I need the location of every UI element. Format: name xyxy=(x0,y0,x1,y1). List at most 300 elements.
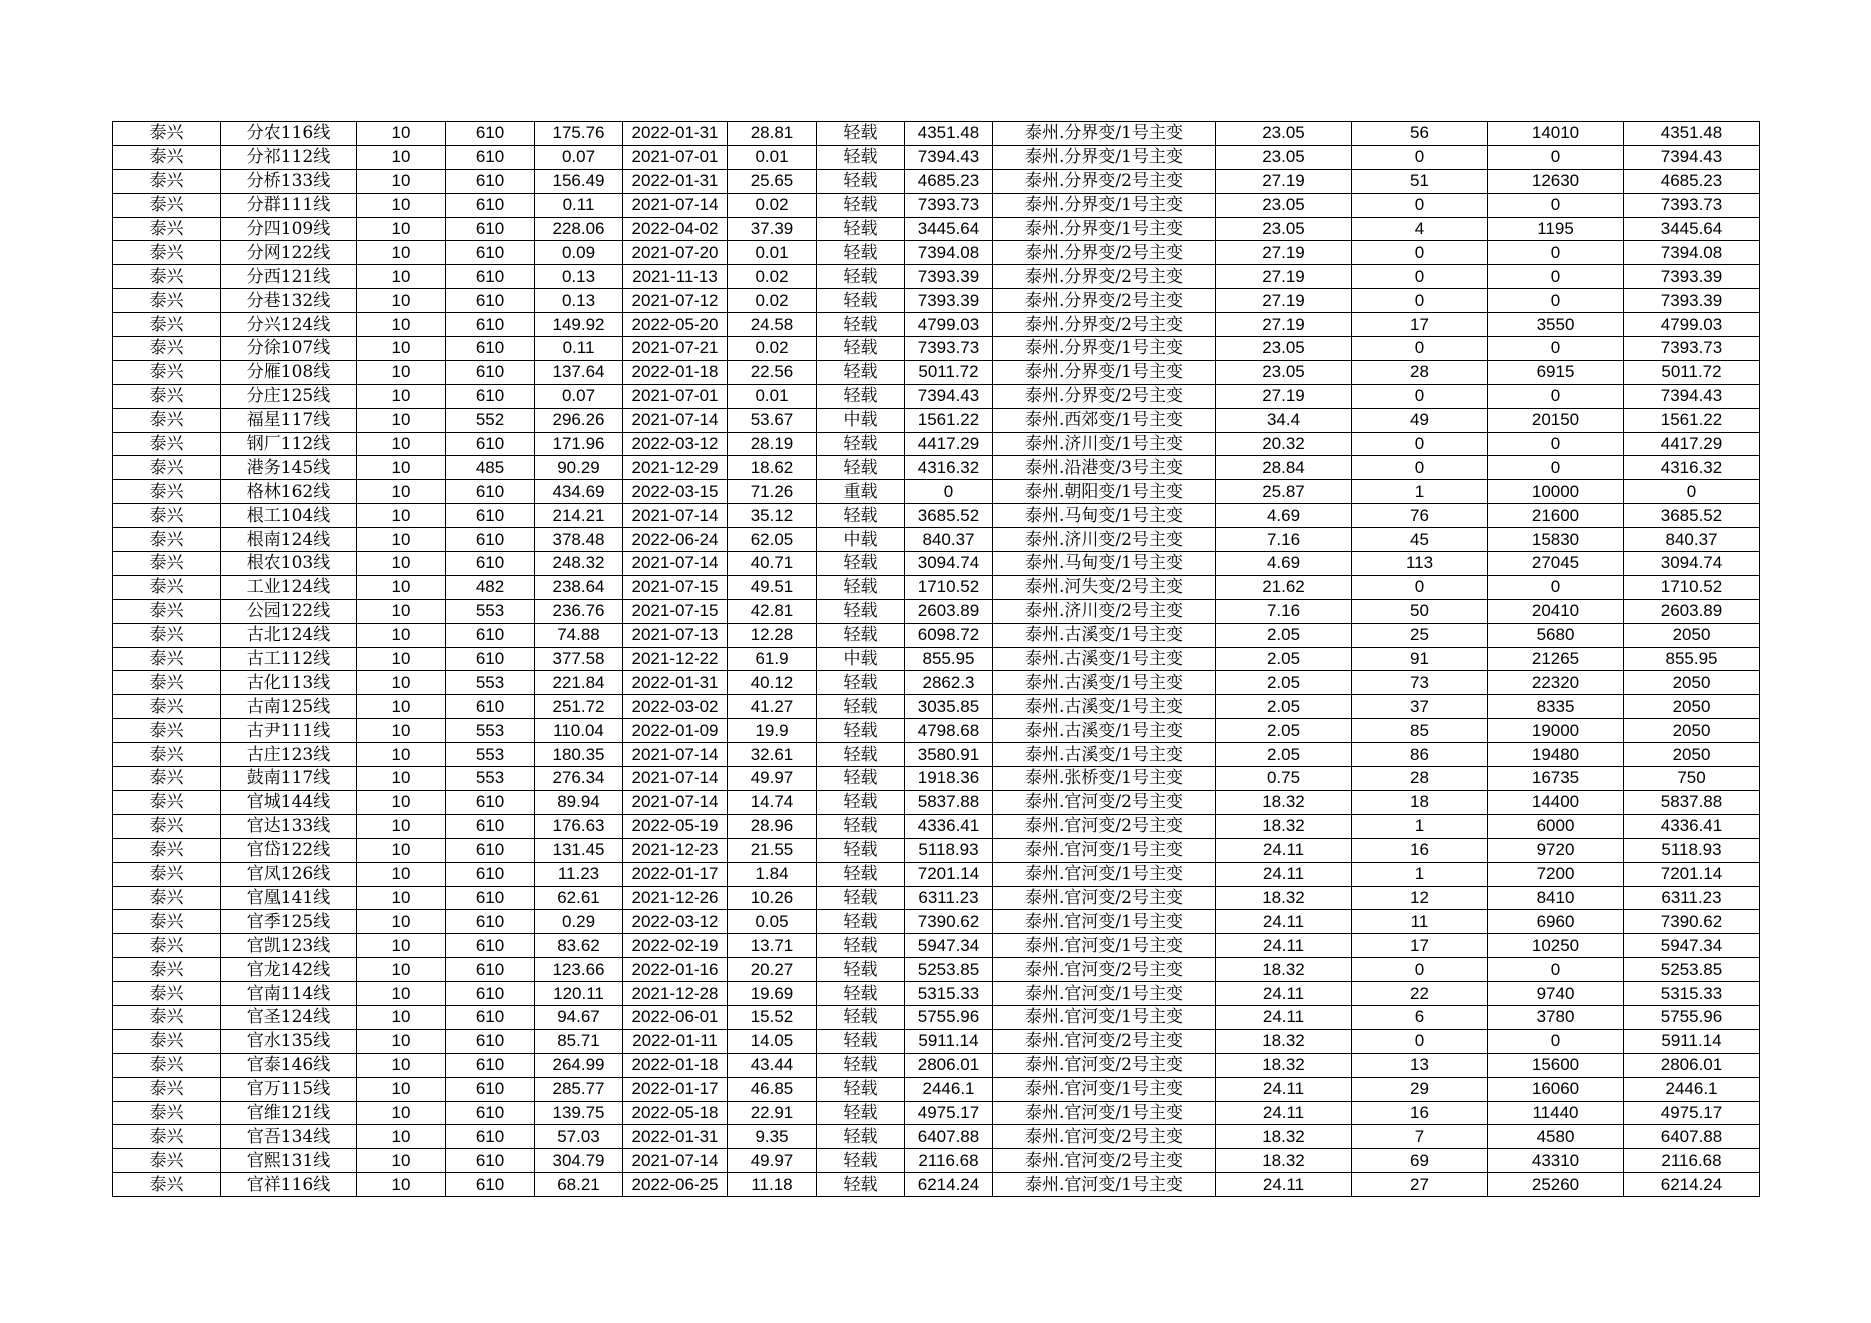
cell-available-capacity: 2806.01 xyxy=(1624,1053,1760,1077)
cell-load-status: 轻载 xyxy=(817,695,905,719)
cell-region: 泰兴 xyxy=(113,958,221,982)
cell-reported-capacity: 27045 xyxy=(1488,552,1624,576)
cell-rated-capacity: 610 xyxy=(446,1125,535,1149)
cell-available-capacity: 3445.64 xyxy=(1624,217,1760,241)
cell-load-status: 轻载 xyxy=(817,1005,905,1029)
cell-max-load-date: 2022-01-31 xyxy=(623,671,728,695)
cell-max-load-date: 2022-02-19 xyxy=(623,934,728,958)
table-row xyxy=(113,145,1760,169)
cell-user-count: 45 xyxy=(1352,528,1488,552)
cell-transformer-capacity: 27.19 xyxy=(1216,241,1352,265)
cell-load-rate: 19.69 xyxy=(728,982,817,1006)
cell-load-status: 轻载 xyxy=(817,982,905,1006)
cell-reported-capacity: 0 xyxy=(1488,265,1624,289)
cell-reported-capacity: 15600 xyxy=(1488,1053,1624,1077)
table-row xyxy=(113,790,1760,814)
cell-remaining-capacity: 5118.93 xyxy=(905,838,993,862)
cell-transformer-capacity: 23.05 xyxy=(1216,360,1352,384)
cell-max-load: 0.07 xyxy=(535,145,623,169)
cell-max-load: 175.76 xyxy=(535,122,623,146)
cell-reported-capacity: 0 xyxy=(1488,289,1624,313)
cell-available-capacity: 7394.08 xyxy=(1624,241,1760,265)
table-row xyxy=(113,599,1760,623)
cell-reported-capacity: 4580 xyxy=(1488,1125,1624,1149)
cell-line-name: 分雁108线 xyxy=(221,360,357,384)
cell-available-capacity: 5911.14 xyxy=(1624,1029,1760,1053)
cell-user-count: 0 xyxy=(1352,265,1488,289)
cell-load-status: 重载 xyxy=(817,480,905,504)
cell-available-capacity: 6407.88 xyxy=(1624,1125,1760,1149)
cell-transformer: 泰州.古溪变/1号主变 xyxy=(993,623,1216,647)
cell-load-rate: 49.97 xyxy=(728,1149,817,1173)
cell-transformer-capacity: 24.11 xyxy=(1216,1101,1352,1125)
cell-load-status: 轻载 xyxy=(817,790,905,814)
cell-load-status: 轻载 xyxy=(817,384,905,408)
cell-load-status: 轻载 xyxy=(817,910,905,934)
cell-rated-capacity: 610 xyxy=(446,1173,535,1197)
cell-voltage: 10 xyxy=(357,289,446,313)
cell-voltage: 10 xyxy=(357,265,446,289)
cell-remaining-capacity: 5837.88 xyxy=(905,790,993,814)
cell-user-count: 25 xyxy=(1352,623,1488,647)
cell-region: 泰兴 xyxy=(113,1029,221,1053)
cell-reported-capacity: 6915 xyxy=(1488,360,1624,384)
cell-line-name: 公园122线 xyxy=(221,599,357,623)
cell-load-rate: 32.61 xyxy=(728,743,817,767)
cell-region: 泰兴 xyxy=(113,360,221,384)
cell-available-capacity: 7393.73 xyxy=(1624,193,1760,217)
cell-available-capacity: 6311.23 xyxy=(1624,886,1760,910)
cell-transformer-capacity: 18.32 xyxy=(1216,1125,1352,1149)
cell-load-rate: 9.35 xyxy=(728,1125,817,1149)
cell-transformer: 泰州.河失变/2号主变 xyxy=(993,575,1216,599)
cell-voltage: 10 xyxy=(357,934,446,958)
cell-available-capacity: 7201.14 xyxy=(1624,862,1760,886)
cell-transformer-capacity: 23.05 xyxy=(1216,122,1352,146)
cell-max-load-date: 2021-12-23 xyxy=(623,838,728,862)
cell-reported-capacity: 0 xyxy=(1488,145,1624,169)
table-row xyxy=(113,504,1760,528)
cell-reported-capacity: 22320 xyxy=(1488,671,1624,695)
cell-max-load: 0.13 xyxy=(535,265,623,289)
cell-region: 泰兴 xyxy=(113,1173,221,1197)
cell-max-load: 123.66 xyxy=(535,958,623,982)
cell-transformer-capacity: 18.32 xyxy=(1216,1053,1352,1077)
cell-voltage: 10 xyxy=(357,1101,446,1125)
cell-transformer: 泰州.济川变/2号主变 xyxy=(993,528,1216,552)
cell-rated-capacity: 610 xyxy=(446,647,535,671)
cell-user-count: 0 xyxy=(1352,289,1488,313)
cell-load-status: 轻载 xyxy=(817,337,905,361)
cell-max-load-date: 2021-07-13 xyxy=(623,623,728,647)
table-row xyxy=(113,1149,1760,1173)
cell-reported-capacity: 21600 xyxy=(1488,504,1624,528)
cell-rated-capacity: 610 xyxy=(446,1077,535,1101)
cell-line-name: 福星117线 xyxy=(221,408,357,432)
cell-max-load-date: 2022-05-20 xyxy=(623,313,728,337)
cell-remaining-capacity: 2862.3 xyxy=(905,671,993,695)
cell-transformer: 泰州.官河变/1号主变 xyxy=(993,1101,1216,1125)
cell-available-capacity: 5315.33 xyxy=(1624,982,1760,1006)
cell-load-status: 轻载 xyxy=(817,886,905,910)
cell-max-load: 285.77 xyxy=(535,1077,623,1101)
cell-user-count: 16 xyxy=(1352,838,1488,862)
cell-line-name: 格林162线 xyxy=(221,480,357,504)
cell-load-status: 轻载 xyxy=(817,814,905,838)
cell-rated-capacity: 610 xyxy=(446,910,535,934)
cell-available-capacity: 4336.41 xyxy=(1624,814,1760,838)
table-row xyxy=(113,432,1760,456)
cell-transformer-capacity: 18.32 xyxy=(1216,1029,1352,1053)
cell-user-count: 4 xyxy=(1352,217,1488,241)
cell-line-name: 分群111线 xyxy=(221,193,357,217)
cell-reported-capacity: 0 xyxy=(1488,241,1624,265)
cell-transformer: 泰州.分界变/1号主变 xyxy=(993,122,1216,146)
cell-transformer-capacity: 4.69 xyxy=(1216,504,1352,528)
cell-load-rate: 22.91 xyxy=(728,1101,817,1125)
cell-remaining-capacity: 4685.23 xyxy=(905,169,993,193)
cell-transformer-capacity: 2.05 xyxy=(1216,623,1352,647)
cell-voltage: 10 xyxy=(357,337,446,361)
cell-remaining-capacity: 6098.72 xyxy=(905,623,993,647)
cell-max-load-date: 2021-07-01 xyxy=(623,384,728,408)
table-row xyxy=(113,552,1760,576)
cell-load-rate: 15.52 xyxy=(728,1005,817,1029)
cell-line-name: 官万115线 xyxy=(221,1077,357,1101)
cell-voltage: 10 xyxy=(357,958,446,982)
table-row xyxy=(113,623,1760,647)
cell-line-name: 古尹111线 xyxy=(221,719,357,743)
cell-max-load: 264.99 xyxy=(535,1053,623,1077)
cell-remaining-capacity: 5315.33 xyxy=(905,982,993,1006)
cell-region: 泰兴 xyxy=(113,814,221,838)
cell-transformer-capacity: 24.11 xyxy=(1216,1005,1352,1029)
cell-remaining-capacity: 0 xyxy=(905,480,993,504)
cell-max-load-date: 2021-12-28 xyxy=(623,982,728,1006)
cell-remaining-capacity: 6214.24 xyxy=(905,1173,993,1197)
cell-user-count: 18 xyxy=(1352,790,1488,814)
cell-region: 泰兴 xyxy=(113,552,221,576)
cell-load-status: 轻载 xyxy=(817,360,905,384)
cell-reported-capacity: 14010 xyxy=(1488,122,1624,146)
cell-user-count: 6 xyxy=(1352,1005,1488,1029)
cell-load-status: 中载 xyxy=(817,408,905,432)
cell-rated-capacity: 610 xyxy=(446,1005,535,1029)
cell-reported-capacity: 16060 xyxy=(1488,1077,1624,1101)
cell-available-capacity: 2050 xyxy=(1624,743,1760,767)
cell-remaining-capacity: 2806.01 xyxy=(905,1053,993,1077)
cell-rated-capacity: 553 xyxy=(446,671,535,695)
cell-available-capacity: 7394.43 xyxy=(1624,145,1760,169)
cell-max-load: 0.29 xyxy=(535,910,623,934)
cell-max-load: 378.48 xyxy=(535,528,623,552)
cell-line-name: 分巷132线 xyxy=(221,289,357,313)
cell-reported-capacity: 0 xyxy=(1488,337,1624,361)
cell-max-load: 236.76 xyxy=(535,599,623,623)
cell-available-capacity: 750 xyxy=(1624,767,1760,791)
cell-transformer: 泰州.沿港变/3号主变 xyxy=(993,456,1216,480)
cell-rated-capacity: 610 xyxy=(446,432,535,456)
cell-line-name: 分庄125线 xyxy=(221,384,357,408)
table-row xyxy=(113,169,1760,193)
cell-remaining-capacity: 2603.89 xyxy=(905,599,993,623)
cell-region: 泰兴 xyxy=(113,623,221,647)
table-row xyxy=(113,480,1760,504)
cell-transformer-capacity: 24.11 xyxy=(1216,1077,1352,1101)
cell-region: 泰兴 xyxy=(113,910,221,934)
cell-transformer-capacity: 27.19 xyxy=(1216,265,1352,289)
cell-reported-capacity: 0 xyxy=(1488,958,1624,982)
cell-transformer: 泰州.官河变/1号主变 xyxy=(993,910,1216,934)
cell-voltage: 10 xyxy=(357,599,446,623)
cell-max-load: 0.13 xyxy=(535,289,623,313)
cell-load-status: 轻载 xyxy=(817,862,905,886)
cell-remaining-capacity: 7201.14 xyxy=(905,862,993,886)
cell-load-status: 轻载 xyxy=(817,958,905,982)
cell-voltage: 10 xyxy=(357,1005,446,1029)
cell-transformer-capacity: 4.69 xyxy=(1216,552,1352,576)
cell-available-capacity: 3094.74 xyxy=(1624,552,1760,576)
cell-load-rate: 14.74 xyxy=(728,790,817,814)
cell-transformer: 泰州.古溪变/1号主变 xyxy=(993,695,1216,719)
cell-transformer-capacity: 20.32 xyxy=(1216,432,1352,456)
cell-remaining-capacity: 1710.52 xyxy=(905,575,993,599)
cell-transformer-capacity: 2.05 xyxy=(1216,671,1352,695)
cell-transformer: 泰州.分界变/1号主变 xyxy=(993,193,1216,217)
cell-voltage: 10 xyxy=(357,528,446,552)
cell-max-load: 238.64 xyxy=(535,575,623,599)
cell-user-count: 0 xyxy=(1352,384,1488,408)
cell-rated-capacity: 553 xyxy=(446,719,535,743)
cell-user-count: 0 xyxy=(1352,337,1488,361)
table-row xyxy=(113,289,1760,313)
cell-region: 泰兴 xyxy=(113,432,221,456)
cell-transformer: 泰州.济川变/1号主变 xyxy=(993,432,1216,456)
cell-max-load: 176.63 xyxy=(535,814,623,838)
cell-user-count: 17 xyxy=(1352,313,1488,337)
cell-transformer-capacity: 23.05 xyxy=(1216,193,1352,217)
cell-user-count: 37 xyxy=(1352,695,1488,719)
cell-reported-capacity: 9740 xyxy=(1488,982,1624,1006)
cell-load-rate: 0.01 xyxy=(728,384,817,408)
cell-reported-capacity: 10250 xyxy=(1488,934,1624,958)
cell-max-load: 171.96 xyxy=(535,432,623,456)
cell-line-name: 官泰146线 xyxy=(221,1053,357,1077)
cell-max-load-date: 2022-01-18 xyxy=(623,360,728,384)
cell-load-status: 轻载 xyxy=(817,193,905,217)
cell-reported-capacity: 11440 xyxy=(1488,1101,1624,1125)
cell-load-status: 轻载 xyxy=(817,1173,905,1197)
cell-max-load: 68.21 xyxy=(535,1173,623,1197)
cell-load-rate: 1.84 xyxy=(728,862,817,886)
cell-rated-capacity: 610 xyxy=(446,145,535,169)
cell-reported-capacity: 9720 xyxy=(1488,838,1624,862)
cell-region: 泰兴 xyxy=(113,193,221,217)
cell-remaining-capacity: 4351.48 xyxy=(905,122,993,146)
cell-rated-capacity: 610 xyxy=(446,695,535,719)
cell-available-capacity: 7390.62 xyxy=(1624,910,1760,934)
cell-available-capacity: 5011.72 xyxy=(1624,360,1760,384)
cell-load-status: 轻载 xyxy=(817,122,905,146)
cell-reported-capacity: 19000 xyxy=(1488,719,1624,743)
cell-line-name: 官南114线 xyxy=(221,982,357,1006)
cell-load-status: 轻载 xyxy=(817,169,905,193)
cell-transformer: 泰州.官河变/2号主变 xyxy=(993,790,1216,814)
cell-load-status: 轻载 xyxy=(817,145,905,169)
cell-remaining-capacity: 7394.43 xyxy=(905,384,993,408)
cell-available-capacity: 7393.39 xyxy=(1624,265,1760,289)
cell-load-rate: 62.05 xyxy=(728,528,817,552)
cell-load-rate: 41.27 xyxy=(728,695,817,719)
cell-rated-capacity: 553 xyxy=(446,767,535,791)
cell-load-rate: 0.05 xyxy=(728,910,817,934)
cell-load-status: 轻载 xyxy=(817,504,905,528)
cell-max-load: 0.11 xyxy=(535,193,623,217)
cell-remaining-capacity: 840.37 xyxy=(905,528,993,552)
cell-reported-capacity: 0 xyxy=(1488,432,1624,456)
cell-available-capacity: 2050 xyxy=(1624,695,1760,719)
cell-region: 泰兴 xyxy=(113,695,221,719)
cell-remaining-capacity: 5253.85 xyxy=(905,958,993,982)
cell-remaining-capacity: 4798.68 xyxy=(905,719,993,743)
cell-transformer-capacity: 23.05 xyxy=(1216,217,1352,241)
cell-load-status: 轻载 xyxy=(817,1125,905,1149)
cell-available-capacity: 1710.52 xyxy=(1624,575,1760,599)
cell-user-count: 29 xyxy=(1352,1077,1488,1101)
cell-available-capacity: 855.95 xyxy=(1624,647,1760,671)
cell-user-count: 113 xyxy=(1352,552,1488,576)
cell-voltage: 10 xyxy=(357,193,446,217)
table-row xyxy=(113,1053,1760,1077)
cell-load-status: 轻载 xyxy=(817,456,905,480)
cell-user-count: 1 xyxy=(1352,480,1488,504)
cell-transformer-capacity: 2.05 xyxy=(1216,719,1352,743)
cell-load-status: 轻载 xyxy=(817,265,905,289)
cell-available-capacity: 2050 xyxy=(1624,671,1760,695)
cell-rated-capacity: 610 xyxy=(446,623,535,647)
cell-rated-capacity: 553 xyxy=(446,743,535,767)
cell-load-status: 轻载 xyxy=(817,599,905,623)
cell-transformer: 泰州.古溪变/1号主变 xyxy=(993,647,1216,671)
cell-voltage: 10 xyxy=(357,862,446,886)
cell-load-status: 轻载 xyxy=(817,743,905,767)
table-row xyxy=(113,1005,1760,1029)
cell-transformer: 泰州.分界变/2号主变 xyxy=(993,265,1216,289)
cell-max-load-date: 2022-01-31 xyxy=(623,122,728,146)
cell-region: 泰兴 xyxy=(113,1005,221,1029)
cell-rated-capacity: 610 xyxy=(446,265,535,289)
cell-region: 泰兴 xyxy=(113,1125,221,1149)
cell-transformer-capacity: 0.75 xyxy=(1216,767,1352,791)
cell-max-load: 156.49 xyxy=(535,169,623,193)
cell-line-name: 官熙131线 xyxy=(221,1149,357,1173)
cell-line-name: 分农116线 xyxy=(221,122,357,146)
cell-user-count: 16 xyxy=(1352,1101,1488,1125)
cell-max-load: 83.62 xyxy=(535,934,623,958)
cell-line-name: 港务145线 xyxy=(221,456,357,480)
cell-max-load-date: 2021-07-14 xyxy=(623,408,728,432)
cell-remaining-capacity: 5011.72 xyxy=(905,360,993,384)
cell-available-capacity: 3685.52 xyxy=(1624,504,1760,528)
cell-line-name: 根农103线 xyxy=(221,552,357,576)
cell-user-count: 85 xyxy=(1352,719,1488,743)
cell-voltage: 10 xyxy=(357,552,446,576)
cell-max-load-date: 2022-06-25 xyxy=(623,1173,728,1197)
cell-max-load-date: 2021-07-14 xyxy=(623,743,728,767)
cell-transformer: 泰州.官河变/2号主变 xyxy=(993,886,1216,910)
cell-transformer: 泰州.朝阳变/1号主变 xyxy=(993,480,1216,504)
cell-voltage: 10 xyxy=(357,217,446,241)
cell-line-name: 根工104线 xyxy=(221,504,357,528)
cell-voltage: 10 xyxy=(357,1029,446,1053)
cell-load-status: 轻载 xyxy=(817,552,905,576)
cell-transformer-capacity: 27.19 xyxy=(1216,384,1352,408)
cell-load-rate: 13.71 xyxy=(728,934,817,958)
table-row xyxy=(113,1029,1760,1053)
cell-rated-capacity: 553 xyxy=(446,599,535,623)
cell-region: 泰兴 xyxy=(113,169,221,193)
cell-load-rate: 71.26 xyxy=(728,480,817,504)
cell-max-load: 0.07 xyxy=(535,384,623,408)
table-row xyxy=(113,265,1760,289)
cell-max-load: 434.69 xyxy=(535,480,623,504)
cell-load-status: 轻载 xyxy=(817,838,905,862)
cell-reported-capacity: 5680 xyxy=(1488,623,1624,647)
cell-max-load-date: 2022-03-12 xyxy=(623,910,728,934)
cell-load-rate: 28.19 xyxy=(728,432,817,456)
cell-load-rate: 20.27 xyxy=(728,958,817,982)
cell-remaining-capacity: 1561.22 xyxy=(905,408,993,432)
cell-transformer: 泰州.官河变/2号主变 xyxy=(993,814,1216,838)
cell-region: 泰兴 xyxy=(113,313,221,337)
cell-transformer: 泰州.古溪变/1号主变 xyxy=(993,719,1216,743)
cell-transformer-capacity: 23.05 xyxy=(1216,145,1352,169)
cell-region: 泰兴 xyxy=(113,145,221,169)
table-row xyxy=(113,814,1760,838)
table-row xyxy=(113,982,1760,1006)
cell-max-load: 137.64 xyxy=(535,360,623,384)
cell-load-status: 轻载 xyxy=(817,313,905,337)
cell-voltage: 10 xyxy=(357,575,446,599)
table-row xyxy=(113,838,1760,862)
cell-load-rate: 19.9 xyxy=(728,719,817,743)
cell-voltage: 10 xyxy=(357,886,446,910)
cell-transformer-capacity: 24.11 xyxy=(1216,934,1352,958)
cell-transformer: 泰州.古溪变/1号主变 xyxy=(993,743,1216,767)
cell-load-rate: 40.71 xyxy=(728,552,817,576)
cell-load-rate: 40.12 xyxy=(728,671,817,695)
cell-rated-capacity: 610 xyxy=(446,1053,535,1077)
cell-max-load-date: 2022-01-11 xyxy=(623,1029,728,1053)
cell-region: 泰兴 xyxy=(113,862,221,886)
cell-max-load: 248.32 xyxy=(535,552,623,576)
cell-load-status: 轻载 xyxy=(817,719,905,743)
cell-transformer: 泰州.官河变/2号主变 xyxy=(993,1149,1216,1173)
cell-remaining-capacity: 4799.03 xyxy=(905,313,993,337)
cell-user-count: 22 xyxy=(1352,982,1488,1006)
cell-user-count: 56 xyxy=(1352,122,1488,146)
cell-region: 泰兴 xyxy=(113,122,221,146)
cell-load-status: 轻载 xyxy=(817,1053,905,1077)
cell-transformer-capacity: 28.84 xyxy=(1216,456,1352,480)
table-row xyxy=(113,1101,1760,1125)
cell-line-name: 官凯123线 xyxy=(221,934,357,958)
cell-user-count: 7 xyxy=(1352,1125,1488,1149)
cell-voltage: 10 xyxy=(357,814,446,838)
table-row xyxy=(113,862,1760,886)
cell-user-count: 1 xyxy=(1352,862,1488,886)
cell-reported-capacity: 21265 xyxy=(1488,647,1624,671)
